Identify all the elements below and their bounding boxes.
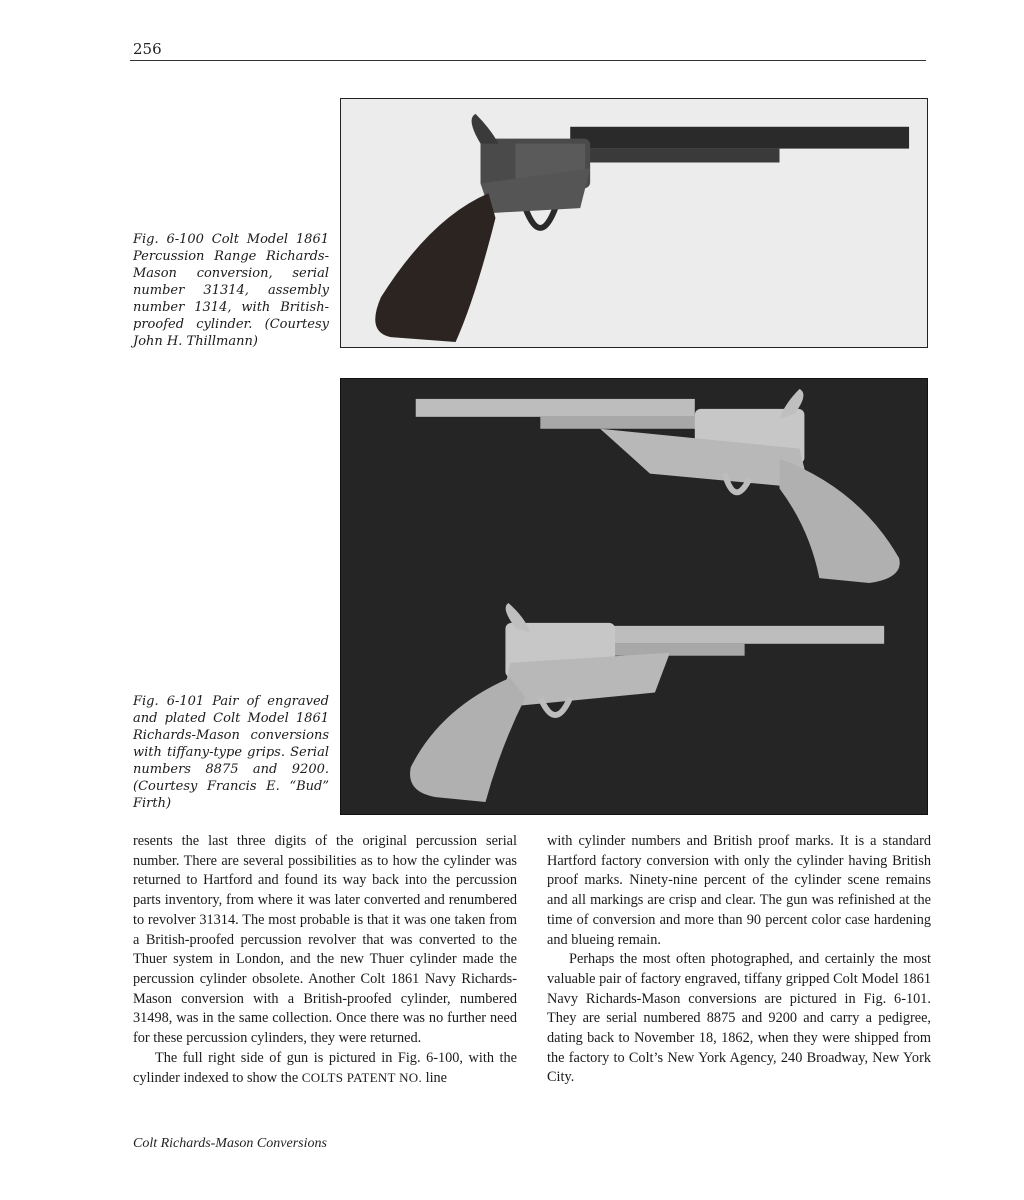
colts-patent-marking: COLTS PATENT NO.: [301, 1070, 423, 1086]
body-column-left: [133, 832, 517, 1089]
paragraph-text: line: [425, 1070, 448, 1087]
header-rule: [130, 60, 926, 61]
revolver-photo-single: [341, 99, 927, 347]
running-footer: Colt Richards-Mason Conversions: [133, 1136, 327, 1151]
body-column-right: [547, 832, 931, 1088]
figure-6-100-caption: Fig. 6-100 Colt Model 1861 Percussion Range Richards-Mason conversion, serial number 31314, assembly number 1314, with British-proofed cylinder. (Courtesy John H. Thillmann): [133, 232, 329, 349]
paragraph: Perhaps the most often photographed, and certainly the most valuable pair of factory engraved, tiffany gripped Colt Model 1861 Navy Richards-Mason conversions are pictured in Fig. 6-101. They are serial numbered 8875 and 9200 and carry a pedigree, dating back to November 18, 1862, when they were shipped from the factory to Colt’s New York Agency, 240 Broadway, New York City.: [547, 951, 931, 1086]
paragraph: [133, 1049, 517, 1089]
page-number: 256: [133, 40, 162, 58]
figure-6-100-photo: [340, 98, 928, 348]
paragraph: resents the last three digits of the original percussion serial number. There are several possibilities as to how the cylinder was returned to Hartford and found its way back into the percussion parts inventory, from where it was later converted and renumbered to revolver 31314. The most probable is that it was one taken from a British-proofed percussion revolver that was converted to the Thuer system in London, and the new Thuer cylinder made the percussion cylinder obsolete. Another Colt 1861 Navy Richards-Mason conversion with a British-proofed cylinder, numbered 31498, was in the same collection. Once there was no further need for these percussion cylinders, they were returned.: [133, 833, 517, 1047]
figure-6-101-photo: [340, 378, 928, 815]
revolver-photo-pair: [341, 379, 927, 814]
paragraph: with cylinder numbers and British proof marks. It is a standard Hartford factory conversion with only the cylinder having British proof marks. Ninety-nine percent of the cylinder scene remains and all markings are crisp and clear. The gun was refinished at the time of conversion and more than 90 percent color case hardening and blueing remain.: [547, 833, 931, 948]
paragraph-text: The full right side of gun is pictured in Fig. 6-100, with the cylinder indexed to show the: [133, 1049, 517, 1087]
figure-6-101-caption: Fig. 6-101 Pair of engraved and plated Colt Model 1861 Richards-Mason conversions with tiffany-type grips. Serial numbers 8875 and 9200. (Courtesy Francis E. “Bud” Firth): [133, 694, 329, 811]
